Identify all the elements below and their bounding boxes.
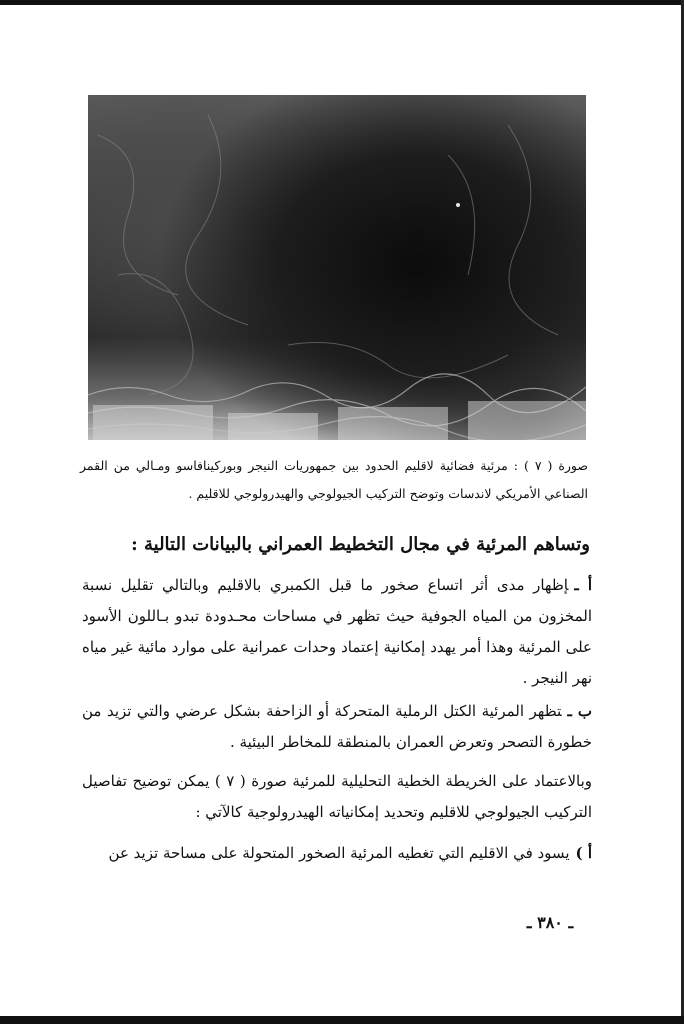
list-item-b xyxy=(82,696,592,758)
list-item-a-marker: أ ـ xyxy=(574,576,593,594)
top-border xyxy=(0,0,684,5)
list-item-b-marker: ب ـ xyxy=(567,702,592,720)
reliance-paragraph: وبالاعتماد على الخريطة الخطية التحليلية للمرئية صورة ( ٧ ) يمكن توضيح تفاصيل التركيب الجيولوجي للاقليم وتحديد إمكانياته الهيدرولوجية كالآتي : xyxy=(82,772,592,821)
bottom-border xyxy=(0,1016,684,1024)
satellite-image xyxy=(88,95,586,440)
list-item-b-text: تظهر المرئية الكتل الرملية المتحركة أو الزاحفة بشكل عرضي والتي تزيد من خطورة التصحر وتعرض العمران بالمنطقة للمخاطر البيئية . xyxy=(82,702,592,751)
page-number: ـ ٣٨٠ ـ xyxy=(526,913,574,932)
list-item-a-text: إظهار مدى أثر اتساع صخور ما قبل الكمبري بالاقليم وبالتالي تقليل نسبة المخزون من المياه الجوفية حيث تظهر في مساحات محـدودة تبدو بـاللون الأسود على المرئية وهذا أمر يهدد إمكانية إعتماد وحدات عمرانية على موارد مائية غير مياه نهر النيجر . xyxy=(82,576,592,687)
list-item-a xyxy=(82,570,592,694)
satellite-image-texture xyxy=(88,95,586,440)
sub-item-a-marker: أ ) xyxy=(575,844,592,862)
figure-caption: صورة ( ٧ ) : مرئية فضائية لاقليم الحدود بين جمهوريات النيجر وبوركينافاسو ومـالي من القمر الصناعي الأمريكي لاندسات وتوضح التركيب الجيولوجي والهيدرولوجي للاقليم . xyxy=(80,458,588,501)
sub-item-a xyxy=(82,838,592,869)
section-heading: وتساهم المرئية في مجال التخطيط العمراني بالبيانات التالية : xyxy=(131,534,590,555)
sub-item-a-text: يسود في الاقليم التي تغطيه المرئية الصخور المتحولة على مساحة تزيد عن xyxy=(108,844,570,862)
